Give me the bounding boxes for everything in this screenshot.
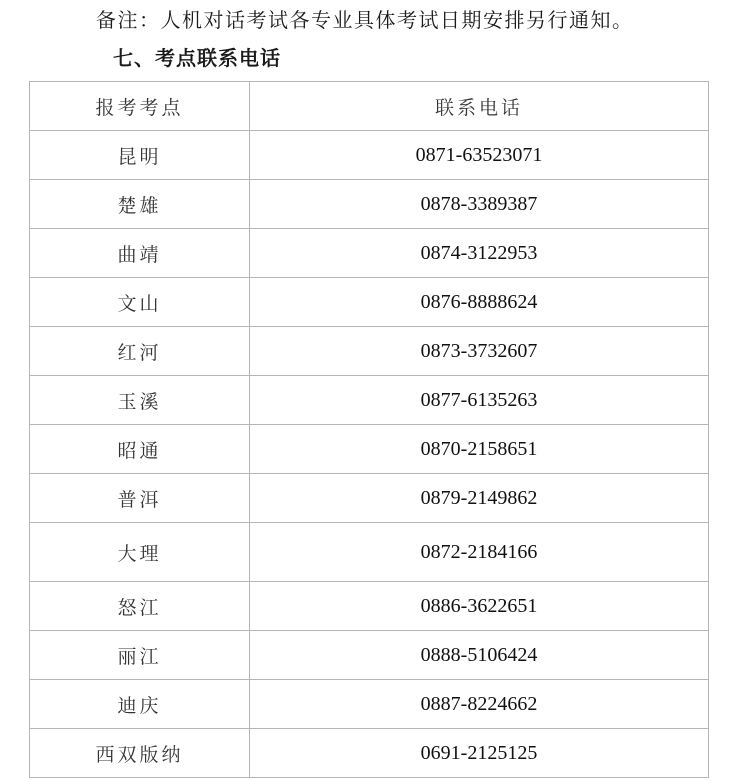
exam-site-cell: 丽江 — [30, 631, 250, 680]
exam-site-cell: 文山 — [30, 278, 250, 327]
table-row — [30, 680, 709, 729]
table-row — [30, 729, 709, 778]
exam-site-cell: 玉溪 — [30, 376, 250, 425]
table-row — [30, 523, 709, 582]
phone-cell: 0874-3122953 — [250, 229, 709, 278]
phone-cell: 0871-63523071 — [250, 131, 709, 180]
table-row — [30, 631, 709, 680]
exam-site-cell: 楚雄 — [30, 180, 250, 229]
phone-cell: 0879-2149862 — [250, 474, 709, 523]
exam-site-cell: 昆明 — [30, 131, 250, 180]
table-row — [30, 180, 709, 229]
phone-cell: 0888-5106424 — [250, 631, 709, 680]
exam-site-cell: 西双版纳 — [30, 729, 250, 778]
table-row — [30, 376, 709, 425]
phone-cell: 0887-8224662 — [250, 680, 709, 729]
exam-site-cell: 怒江 — [30, 582, 250, 631]
phone-cell: 0870-2158651 — [250, 425, 709, 474]
phone-cell: 0886-3622651 — [250, 582, 709, 631]
table-row — [30, 582, 709, 631]
table-header-row — [30, 82, 709, 131]
exam-site-cell: 迪庆 — [30, 680, 250, 729]
table-row — [30, 229, 709, 278]
phone-cell: 0877-6135263 — [250, 376, 709, 425]
phone-cell: 0872-2184166 — [250, 523, 709, 582]
exam-site-cell: 红河 — [30, 327, 250, 376]
exam-site-cell: 曲靖 — [30, 229, 250, 278]
header-contact-phone: 联系电话 — [250, 82, 709, 131]
table-row — [30, 327, 709, 376]
phone-cell: 0691-2125125 — [250, 729, 709, 778]
exam-site-cell: 大理 — [30, 523, 250, 582]
table-row — [30, 278, 709, 327]
phone-cell: 0878-3389387 — [250, 180, 709, 229]
table-row — [30, 131, 709, 180]
table-row — [30, 425, 709, 474]
exam-site-cell: 昭通 — [30, 425, 250, 474]
exam-site-cell: 普洱 — [30, 474, 250, 523]
exam-date-note: 备注：人机对话考试各专业具体考试日期安排另行通知。 — [96, 8, 634, 32]
section-title: 七、考点联系电话 — [113, 46, 281, 70]
table-row — [30, 474, 709, 523]
contact-phone-table — [29, 81, 709, 778]
phone-cell: 0876-8888624 — [250, 278, 709, 327]
header-exam-site: 报考考点 — [30, 82, 250, 131]
phone-cell: 0873-3732607 — [250, 327, 709, 376]
